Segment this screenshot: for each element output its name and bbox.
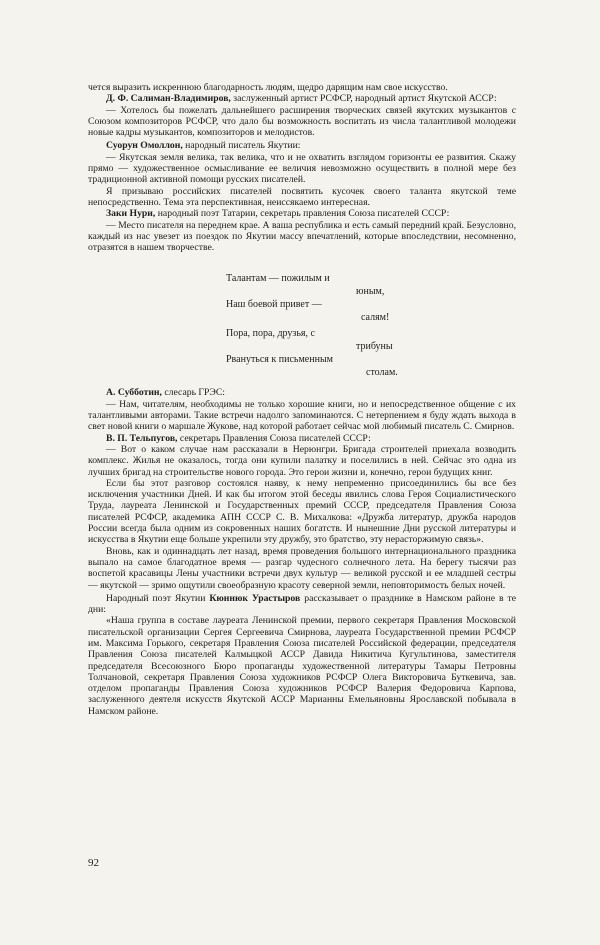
page-text bbox=[88, 82, 516, 717]
text-span: рассказывает о празднике в Намском районе в те дни: bbox=[88, 592, 517, 616]
paragraph bbox=[88, 593, 516, 616]
paragraph: Вновь, как и одиннадцать лет назад, время проведения большого интернационального праздника выпало на самое благодатное время — разгар чудесного солнечного лета. На берегу тысячи раз воспетой красавицы Лены участники встречи двух культур — великой русской и ее младшей сестры — якутской — зримо ощутили своеобразную красоту северной земли, неповторимость белых ночей. bbox=[88, 545, 516, 591]
paragraph: Я призываю российских писателей посвятить кусочек своего таланта якутской теме непосредственно. Тема эта перспективная, неиссякаемо интересная. bbox=[88, 185, 516, 208]
speaker-name: В. П. Тельпугов, bbox=[106, 432, 178, 444]
poem-line: трибуны bbox=[356, 341, 393, 353]
speaker-title: народный писатель Якутии: bbox=[182, 140, 301, 152]
poem-line: Пора, пора, друзья, с bbox=[226, 328, 315, 340]
poem-line: Наш боевой привет — bbox=[226, 299, 322, 311]
speaker-name: Заки Нури, bbox=[106, 208, 156, 220]
paragraph: Если бы этот разговор состоялся наяву, к нему непременно присоединились бы все без исключения участники Дней. И как бы итогом этой беседы явились слова Героя Социалистического Труда, лауреата Ленинской и Государственных премий СССР, председателя Правления Союза писателей РСФСР, академика АПН СССР С. В. Михалкова: «Дружба литератур, дружба народов России всегда была одним из сокровенных наших богатств. И нынешние Дни русской литературы и искусства в Якутии еще больше укрепили эту дружбу, это братство, эту нерасторжимую связь». bbox=[88, 477, 516, 546]
poem-line: юным, bbox=[356, 286, 385, 298]
paragraph: — Нам, читателям, необходимы не только хорошие книги, но и непосредственное общение с их талантливыми авторами. Такие встречи надолго запоминаются. С нетерпением я буду ждать выхода в свет новой книги о маршале Жукове, над которой работает сейчас мой любимый писатель С. Смирнов. bbox=[88, 398, 516, 433]
paragraph: — Якутская земля велика, так велика, что и не охватить взглядом горизонты ее развития. Скажу прямо — художественное осмысливание ее величия невозможно осуществить в полной мере без традиционной активной помощи русских писателей. bbox=[88, 151, 516, 186]
paragraph: — Место писателя на переднем крае. А ваша республика и есть самый передний край. Безусловно, каждый из нас увезет из поездок по Якутии массу впечатлений, которые впоследствии, несомненно, отразятся в нашем творчестве. bbox=[88, 219, 516, 254]
paragraph: — Вот о каком случае нам рассказали в Нерюнгри. Бригада строителей приехала возводить комплекс. Жилья не оказалось, тогда они купили палатку и поселились в ней. Сейчас это одна из лучших бригад на строительстве нового города. Это герои жизни и, конечно, герои будущих книг. bbox=[88, 443, 516, 478]
speaker-name: А. Субботин, bbox=[106, 387, 162, 399]
speaker-name: Д. Ф. Салиман-Владимиров, bbox=[106, 93, 231, 105]
paragraph: — Хотелось бы пожелать дальнейшего расширения творческих связей якутских музыкантов с Союзом композиторов РСФСР, что дало бы возможность воспитать из числа талантливой молодежи новые кадры музыкантов, композиторов и мелодистов. bbox=[88, 104, 516, 139]
poem-line: салям! bbox=[361, 312, 390, 324]
speaker-paragraph bbox=[88, 140, 516, 151]
speaker-name: Суорун Омоллон, bbox=[106, 140, 183, 152]
speaker-name: Кюннюк Урастыров bbox=[209, 592, 301, 604]
poem-line: столам. bbox=[366, 367, 398, 379]
poem bbox=[88, 273, 516, 379]
poem-line: Талантам — пожилым и bbox=[226, 273, 330, 285]
speaker-paragraph bbox=[88, 433, 516, 444]
speaker-title: секретарь Правления Союза писателей СССР: bbox=[177, 432, 371, 444]
speaker-title: заслуженный артист РСФСР, народный артист Якутской АССР: bbox=[230, 93, 497, 105]
poem-line: Рвануться к письменным bbox=[226, 354, 333, 366]
speaker-paragraph bbox=[88, 208, 516, 219]
speaker-title: народный поэт Татарии, секретарь правления Союза писателей СССР: bbox=[155, 208, 450, 220]
speaker-paragraph bbox=[88, 93, 516, 104]
page-number: 92 bbox=[88, 857, 99, 869]
text-span: Народный поэт Якутии bbox=[106, 592, 210, 604]
paragraph: чется выразить искреннюю благодарность людям, щедро дарящим нам свое искусство. bbox=[88, 82, 448, 93]
speaker-paragraph bbox=[88, 387, 516, 398]
speaker-title: слесарь ГРЭС: bbox=[161, 387, 225, 399]
paragraph: «Наша группа в составе лауреата Ленинской премии, первого секретаря Правления Московской писательской организации Сергея Сергеевича Смирнова, лауреата Государственной премии РСФСР им. Максима Горького, секретаря Правления Союза писателей Российской федерации, председателя Правления Союза писателей Калмыцкой АССР Давида Никитича Кугультинова, заместителя председателя Всесоюзного Бюро пропаганды художественной литературы Тамары Петровны Толчановой, секретаря Правления Союза художников РСФСР Олега Викторовича Буткевича, зав. отделом пропаганды Правления Союза художников РСФСР Валерия Федоровича Карпова, заслуженного деятеля искусств Якутской АССР Марианны Емельяновны Ярославской побывала в Намском районе. bbox=[88, 615, 516, 717]
